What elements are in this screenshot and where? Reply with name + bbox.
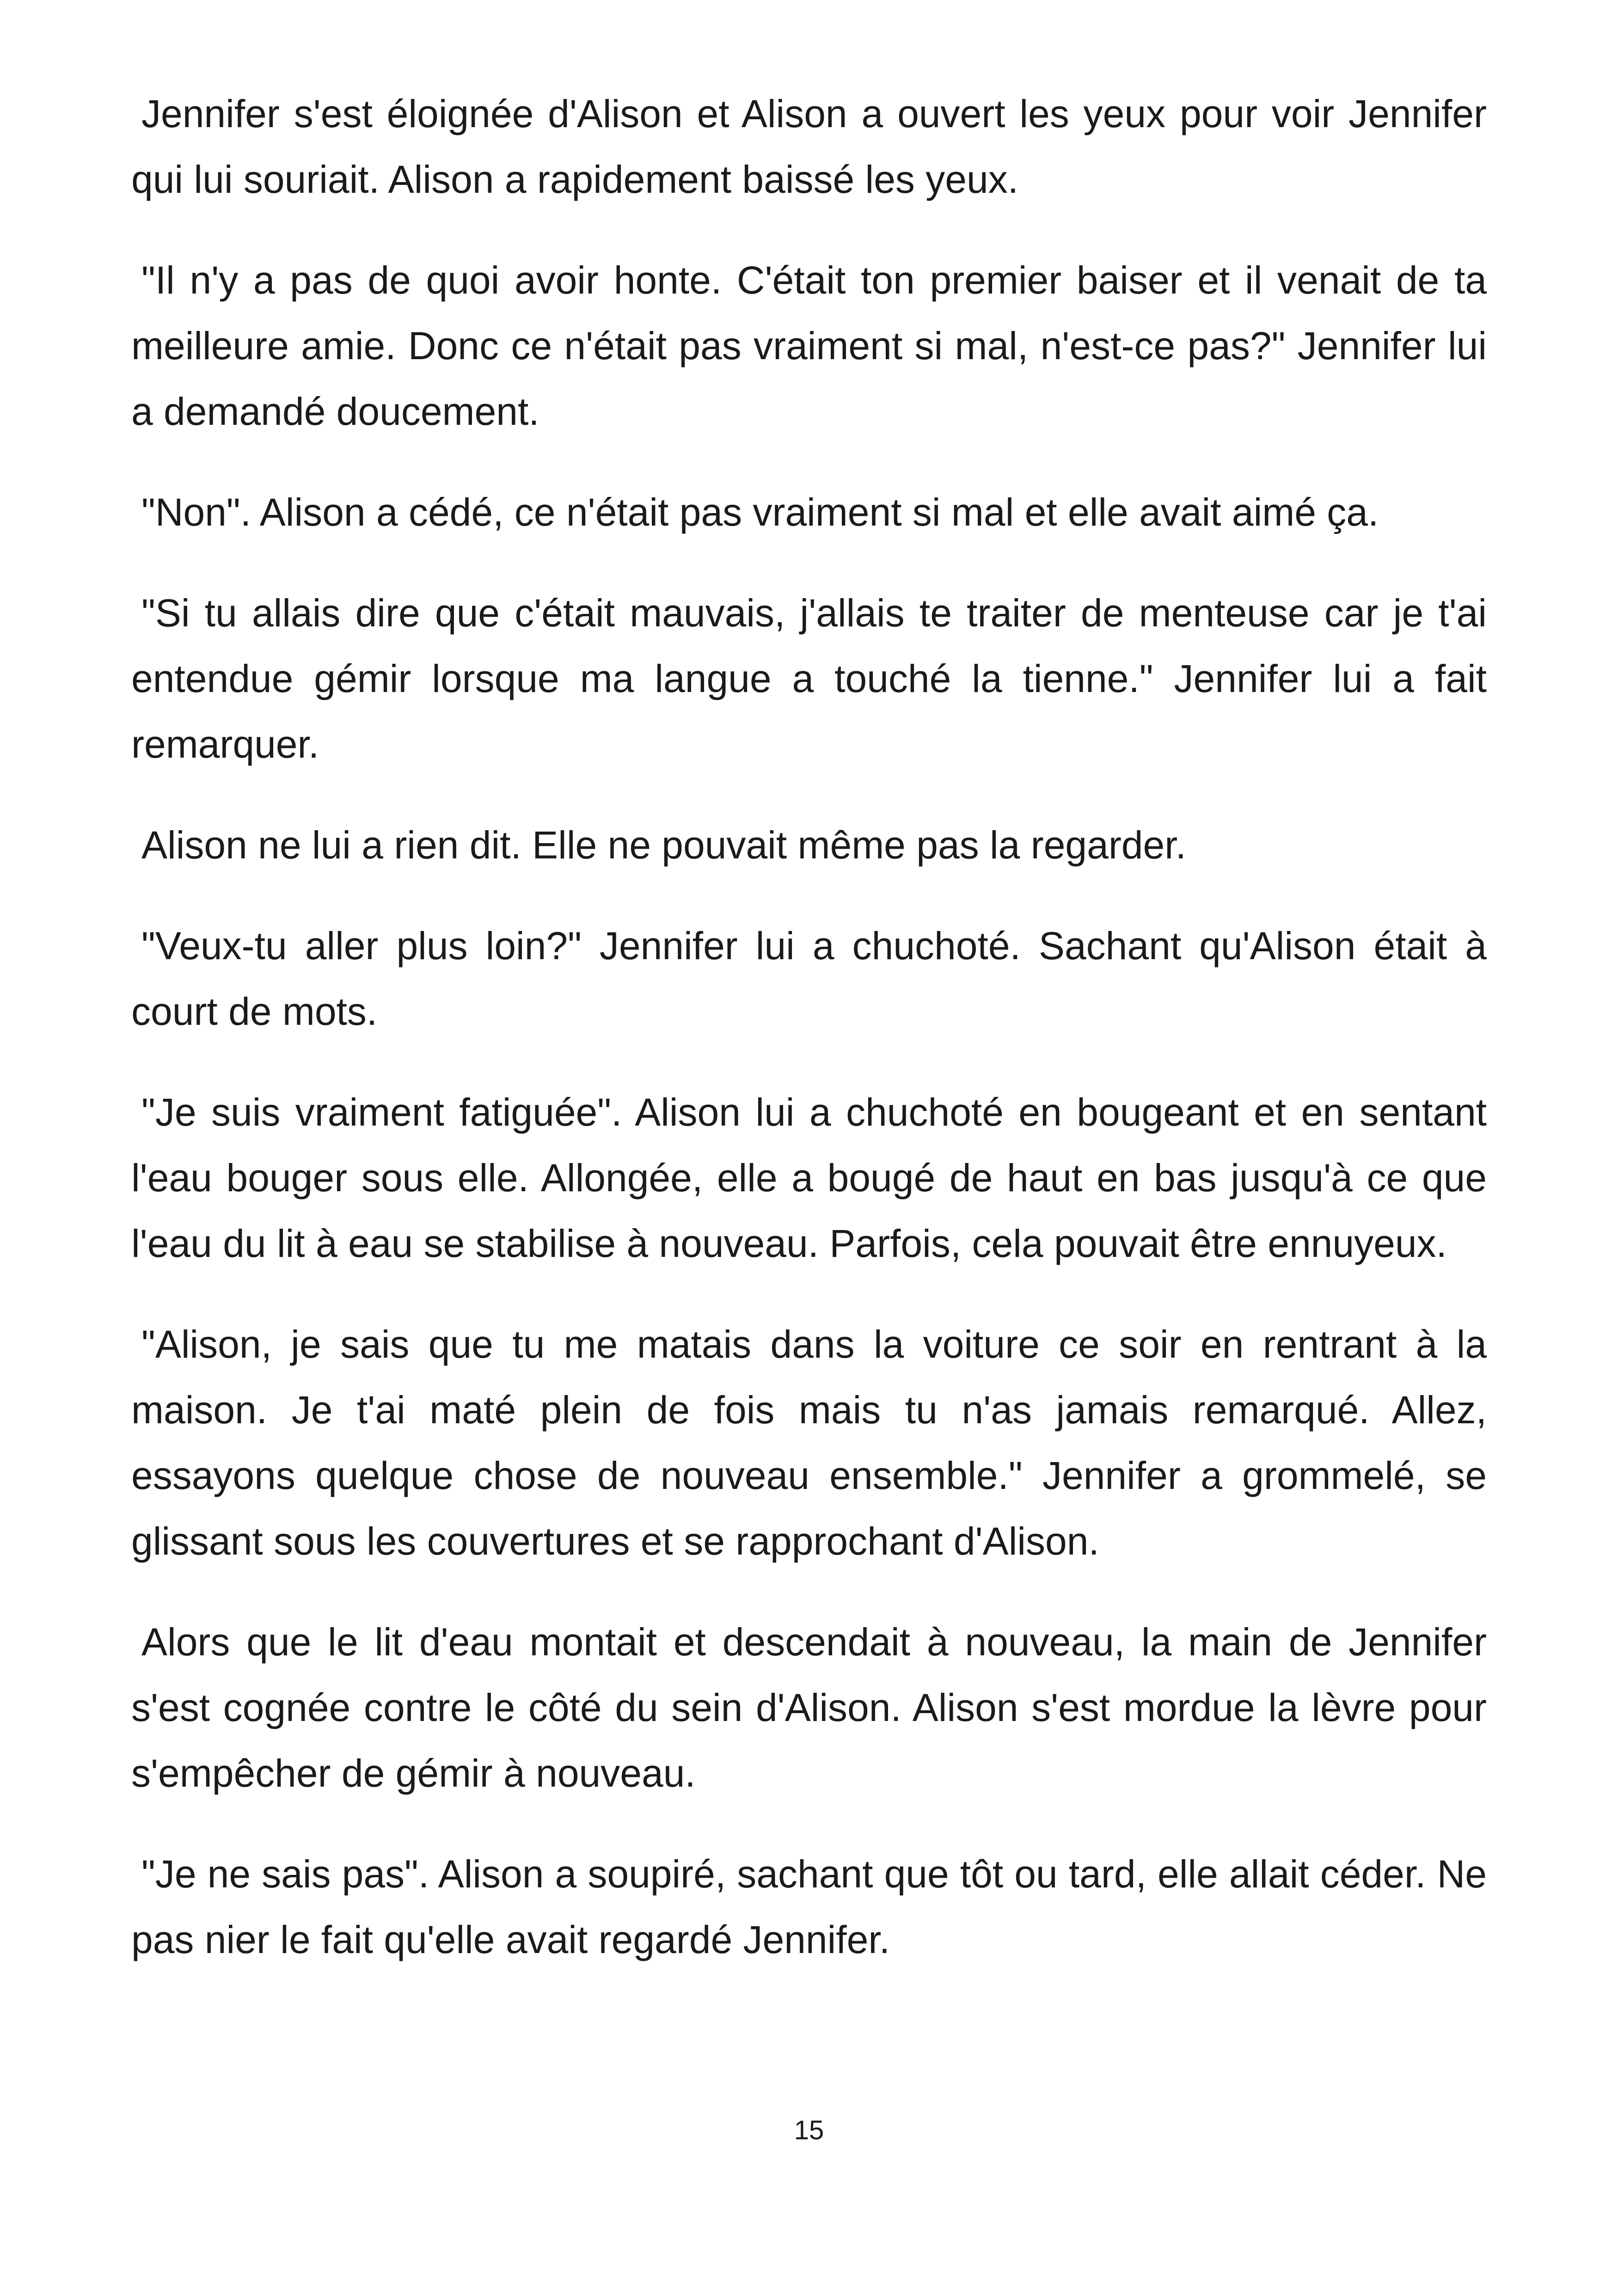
paragraph: "Je ne sais pas". Alison a soupiré, sachant que tôt ou tard, elle allait céder. Ne pas nier le fait qu'elle avait regardé Jennifer.	[131, 1852, 1487, 1961]
text-body	[131, 81, 1487, 2008]
paragraph: "Il n'y a pas de quoi avoir honte. C'était ton premier baiser et il venait de ta meilleure amie. Donc ce n'était pas vraiment si mal, n'est-ce pas?" Jennifer lui a demandé doucement.	[131, 258, 1487, 433]
paragraph: "Je suis vraiment fatiguée". Alison lui a chuchoté en bougeant et en sentant l'eau bouger sous elle. Allongée, elle a bougé de haut en bas jusqu'à ce que l'eau du lit à eau se stabilise à nouveau. Parfois, cela pouvait être ennuyeux.	[131, 1090, 1487, 1265]
paragraph: "Veux-tu aller plus loin?" Jennifer lui a chuchoté. Sachant qu'Alison était à court de mots.	[131, 924, 1487, 1033]
paragraph: "Si tu allais dire que c'était mauvais, j'allais te traiter de menteuse car je t'ai entendue gémir lorsque ma langue a touché la tienne." Jennifer lui a fait remarquer.	[131, 591, 1487, 766]
page-number: 15	[794, 2115, 824, 2145]
paragraph: "Non". Alison a cédé, ce n'était pas vraiment si mal et elle avait aimé ça.	[141, 490, 1379, 534]
paragraph: Alison ne lui a rien dit. Elle ne pouvait même pas la regarder.	[141, 823, 1186, 867]
paragraph: Jennifer s'est éloignée d'Alison et Alison a ouvert les yeux pour voir Jennifer qui lui souriait. Alison a rapidement baissé les yeux.	[131, 92, 1487, 201]
paragraph: "Alison, je sais que tu me matais dans la voiture ce soir en rentrant à la maison. Je t'ai maté plein de fois mais tu n'as jamais remarqué. Allez, essayons quelque chose de nouveau ensemble." Jennifer a grommelé, se glissant sous les couvertures et se rapprochant d'Alison.	[131, 1322, 1487, 1563]
paragraph: Alors que le lit d'eau montait et descendait à nouveau, la main de Jennifer s'est cognée contre le côté du sein d'Alison. Alison s'est mordue la lèvre pour s'empêcher de gémir à nouveau.	[131, 1620, 1487, 1795]
